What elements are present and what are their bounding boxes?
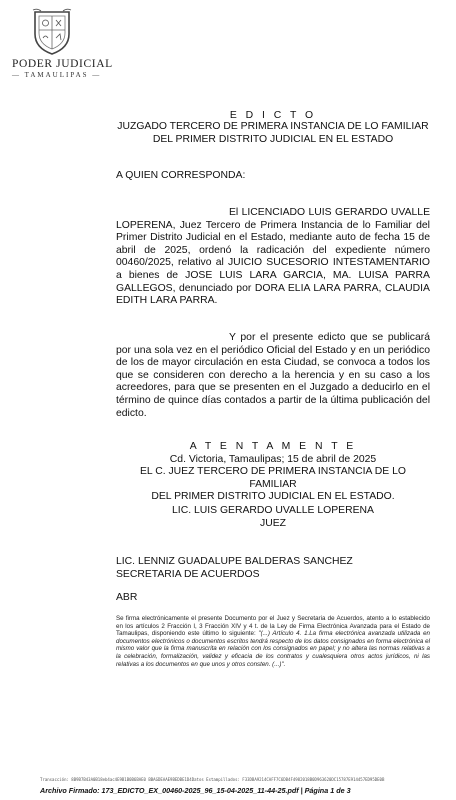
court-name-line-1: JUZGADO TERCERO DE PRIMERA INSTANCIA DE LO FAMILIAR	[117, 121, 429, 132]
addressee: A QUIEN CORRESPONDA:	[116, 170, 246, 181]
paragraph-1-text: El LICENCIADO LUIS GERARDO UVALLE LOPERENA, Juez Tercero de Primera Instancia de lo Familiar del Primer Distrito Judicial en el Estado, mediante auto de fecha 15 de abril de 2025, ordenó la radicación del expediente número 00460/2025, relativo al JUICIO SUCESORIO INTESTAMENTARIO a bienes de JOSE LUIS LARA GARCIA, MA. LUISA PARRA GALLEGOS, denunciado por DORA ELIA LARA PARRA, CLAUDIA EDITH LARA PARRA.	[116, 207, 430, 307]
judge-role: JUEZ	[260, 517, 286, 529]
signed-file-footer: Archivo Firmado: 173_EDICTO_EX_00460-2025_96_15-04-2025_11-44-25.pdf | Página 1 de 3	[40, 786, 351, 795]
coat-of-arms-icon	[31, 8, 73, 56]
legal-note-intro: Se firma electrónicamente el presente Documento por el Juez y Secretaria de Acuerdos, atento a lo establecido en los artículos 2 Fracción I, 3 Fracción XIV y 4 t. de la Ley de Firma Electrónica Avanzada para el Estado de Tamaulipas, disponiendo este último lo siguiente:	[116, 615, 430, 638]
secretary-role: SECRETARIA DE ACUERDOS	[116, 568, 260, 580]
legal-note-quote: "(...) Artículo 4. 1.La firma electrónica avanzada utilizada en documentos electrónicos o documentos escritos tendrá respecto de los datos consignados en forma electrónica el mismo valor que la firma manuscrita en relación con los consignados en papel; y no altera las normas relativas a la celebración, formalización, validez y eficacia de los contratos y cualesquiera otros actos jurídicos, ni las relativas a los documentos en que unos y otros consten. (...)".	[116, 630, 430, 668]
court-name-line-2: DEL PRIMER DISTRITO JUDICIAL EN EL ESTADO	[152, 133, 394, 145]
judge-title-line-2: DEL PRIMER DISTRITO JUDICIAL EN EL ESTADO.	[151, 491, 395, 503]
place-date: Cd. Victoria, Tamaulipas; 15 de abril de 2025	[169, 453, 377, 465]
judge-title-line-1: EL C. JUEZ TERCERO DE PRIMERA INSTANCIA DE LO FAMILIAR	[140, 466, 406, 490]
judge-name: LIC. LUIS GERARDO UVALLE LOPERENA	[172, 505, 374, 516]
document-title: E D I C T O	[229, 110, 317, 121]
institution-state: — TAMAULIPAS —	[12, 71, 102, 79]
atentamente: A T E N T A M E N T E	[189, 441, 357, 452]
transaction-hash: Transacción: 8B9B7B43A0B18eb4ac4E9B1B0B6BAE0 BBAGDEAAE9BEDBE1D4Datos Estampillados: F33DBA9214CAFF7C6DB4F4982018B0D963620DC15787E914457ED95DE0B	[40, 777, 385, 782]
paragraph-1	[116, 207, 430, 308]
secretary-name: LIC. LENNIZ GUADALUPE BALDERAS SANCHEZ	[116, 556, 353, 567]
paragraph-2-text: Y por el presente edicto que se publicará por una sola vez en el periódico Oficial del Estado y en un periódico de los de mayor circulación en esta Ciudad, se convoca a todos los que se consideren con derecho a la herencia y en su caso a los acreedores, para que se presenten en el Juzgado a deducirlo en el término de quince días contados a partir de la última publicación del edicto.	[116, 332, 430, 419]
paragraph-2	[116, 332, 430, 420]
initials: ABR	[116, 592, 138, 603]
closing-block	[116, 441, 430, 504]
judge-signature	[116, 505, 430, 530]
electronic-signature-note	[116, 615, 430, 668]
institution-name: PODER JUDICIAL	[12, 58, 113, 70]
poder-judicial-logo	[12, 8, 113, 79]
secretary-signature	[116, 556, 353, 581]
court-name	[116, 121, 430, 146]
